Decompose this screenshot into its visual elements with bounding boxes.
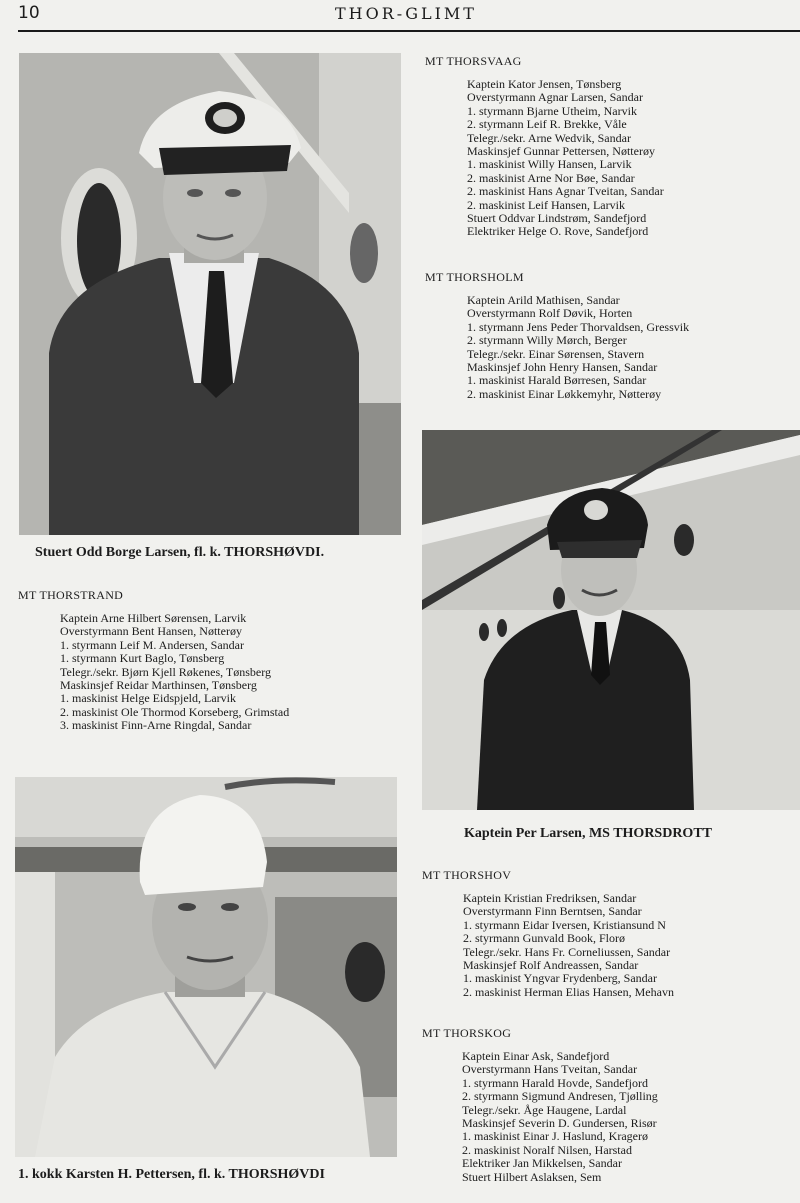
crew-member: 2. maskinist Noralf Nilsen, Harstad <box>462 1142 632 1157</box>
crew-member: 2. maskinist Einar Løkkemyhr, Nøtterøy <box>467 386 662 401</box>
crew-member: Stuert Oddvar Lindstrøm, Sandefjord <box>467 211 647 226</box>
crew-member: 1. styrmann Eidar Iversen, Kristiansund N <box>463 917 666 932</box>
crew-member: Telegr./sekr. Hans Fr. Corneliussen, Sandar <box>463 944 671 959</box>
crew-member: 1. maskinist Harald Børresen, Sandar <box>467 373 647 388</box>
crew-member: 2. maskinist Leif Hansen, Larvik <box>467 197 625 212</box>
ship-name: MT THORSTRAND <box>18 588 124 602</box>
ship-section-thorskog <box>422 1026 658 1184</box>
crew-member: 1. maskinist Helge Eidspjeld, Larvik <box>60 691 236 706</box>
crew-member: Elektriker Helge O. Rove, Sandefjord <box>467 224 649 239</box>
crew-member: 2. styrmann Gunvald Book, Florø <box>463 931 625 946</box>
crew-member: 1. maskinist Yngvar Frydenberg, Sandar <box>463 971 657 986</box>
crew-member: 1. styrmann Kurt Baglo, Tønsberg <box>60 651 225 666</box>
photo-caption-steward: Stuert Odd Borge Larsen, fl. k. THORSHØVDI. <box>35 545 325 560</box>
crew-member: Stuert Hilbert Aslaksen, Sem <box>462 1169 602 1184</box>
magazine-title: THOR-GLIMT <box>335 4 477 23</box>
crew-list <box>467 294 689 401</box>
crew-member: 2. styrmann Leif R. Brekke, Våle <box>467 117 627 132</box>
crew-member: Overstyrmann Bent Hansen, Nøtterøy <box>60 624 242 639</box>
ship-name: MT THORSKOG <box>422 1026 512 1040</box>
crew-member: 2. styrmann Sigmund Andresen, Tjølling <box>462 1089 658 1104</box>
crew-member: 2. styrmann Willy Mørch, Berger <box>467 333 627 348</box>
ship-name: MT THORSVAAG <box>425 54 522 68</box>
crew-member: Overstyrmann Agnar Larsen, Sandar <box>467 90 643 105</box>
crew-member: 2. maskinist Herman Elias Hansen, Mehavn <box>463 984 674 999</box>
crew-member: Kaptein Einar Ask, Sandefjord <box>462 1049 610 1063</box>
crew-member: Maskinsjef John Henry Hansen, Sandar <box>467 360 658 375</box>
crew-member: Telegr./sekr. Einar Sørensen, Stavern <box>467 346 645 361</box>
crew-member: 1. maskinist Einar J. Haslund, Kragerø <box>462 1129 648 1144</box>
crew-member: Elektriker Jan Mikkelsen, Sandar <box>462 1156 622 1171</box>
ship-name: MT THORSHOLM <box>425 270 524 284</box>
crew-member: 1. maskinist Willy Hansen, Larvik <box>467 157 632 172</box>
crew-member: 1. styrmann Jens Peder Thorvaldsen, Gressvik <box>467 319 690 334</box>
ship-section-thorsvaag <box>425 54 664 239</box>
ship-name: MT THORSHOV <box>422 868 512 882</box>
crew-member: Maskinsjef Gunnar Pettersen, Nøtterøy <box>467 144 655 159</box>
crew-member: 2. maskinist Hans Agnar Tveitan, Sandar <box>467 184 664 199</box>
header-rule <box>18 30 800 32</box>
crew-member: Overstyrmann Rolf Døvik, Horten <box>467 306 633 321</box>
photo-cook <box>15 777 397 1157</box>
crew-member: Overstyrmann Hans Tveitan, Sandar <box>462 1062 638 1077</box>
photo-caption-captain: Kaptein Per Larsen, MS THORSDROTT <box>464 826 713 841</box>
crew-member: Kaptein Arne Hilbert Sørensen, Larvik <box>60 611 247 625</box>
ship-section-thorsholm <box>425 270 689 401</box>
crew-member: 3. maskinist Finn-Arne Ringdal, Sandar <box>60 718 252 733</box>
crew-member: 1. styrmann Leif M. Andersen, Sandar <box>60 637 244 652</box>
crew-member: Telegr./sekr. Åge Haugene, Lardal <box>462 1102 627 1117</box>
crew-member: 1. styrmann Bjarne Utheim, Narvik <box>467 103 637 118</box>
photo-caption-cook: 1. kokk Karsten H. Pettersen, fl. k. THORSHØVDI <box>18 1167 325 1182</box>
page-number: 10 <box>18 3 40 23</box>
crew-list <box>462 1050 658 1184</box>
crew-member: Maskinsjef Severin D. Gundersen, Risør <box>462 1116 657 1131</box>
crew-member: 1. styrmann Harald Hovde, Sandefjord <box>462 1075 648 1090</box>
crew-list <box>60 612 289 733</box>
ship-section-thorstrand <box>18 588 289 733</box>
crew-member: Maskinsjef Rolf Andreassen, Sandar <box>463 958 639 973</box>
crew-list <box>467 78 664 239</box>
crew-member: Telegr./sekr. Bjørn Kjell Røkenes, Tønsberg <box>60 664 272 679</box>
photo-captain <box>422 430 800 810</box>
ship-section-thorshov <box>422 868 674 999</box>
crew-member: Kaptein Kristian Fredriksen, Sandar <box>463 891 637 905</box>
crew-list <box>463 892 674 999</box>
crew-member: Telegr./sekr. Arne Wedvik, Sandar <box>467 130 631 145</box>
crew-member: Kaptein Arild Mathisen, Sandar <box>467 293 620 307</box>
photo-steward <box>19 53 401 535</box>
crew-member: 2. maskinist Arne Nor Bøe, Sandar <box>467 170 635 185</box>
crew-member: 2. maskinist Ole Thormod Korseberg, Grimstad <box>60 704 290 719</box>
crew-member: Maskinsjef Reidar Marthinsen, Tønsberg <box>60 678 257 693</box>
crew-member: Overstyrmann Finn Berntsen, Sandar <box>463 904 642 919</box>
crew-member: Kaptein Kator Jensen, Tønsberg <box>467 77 622 91</box>
